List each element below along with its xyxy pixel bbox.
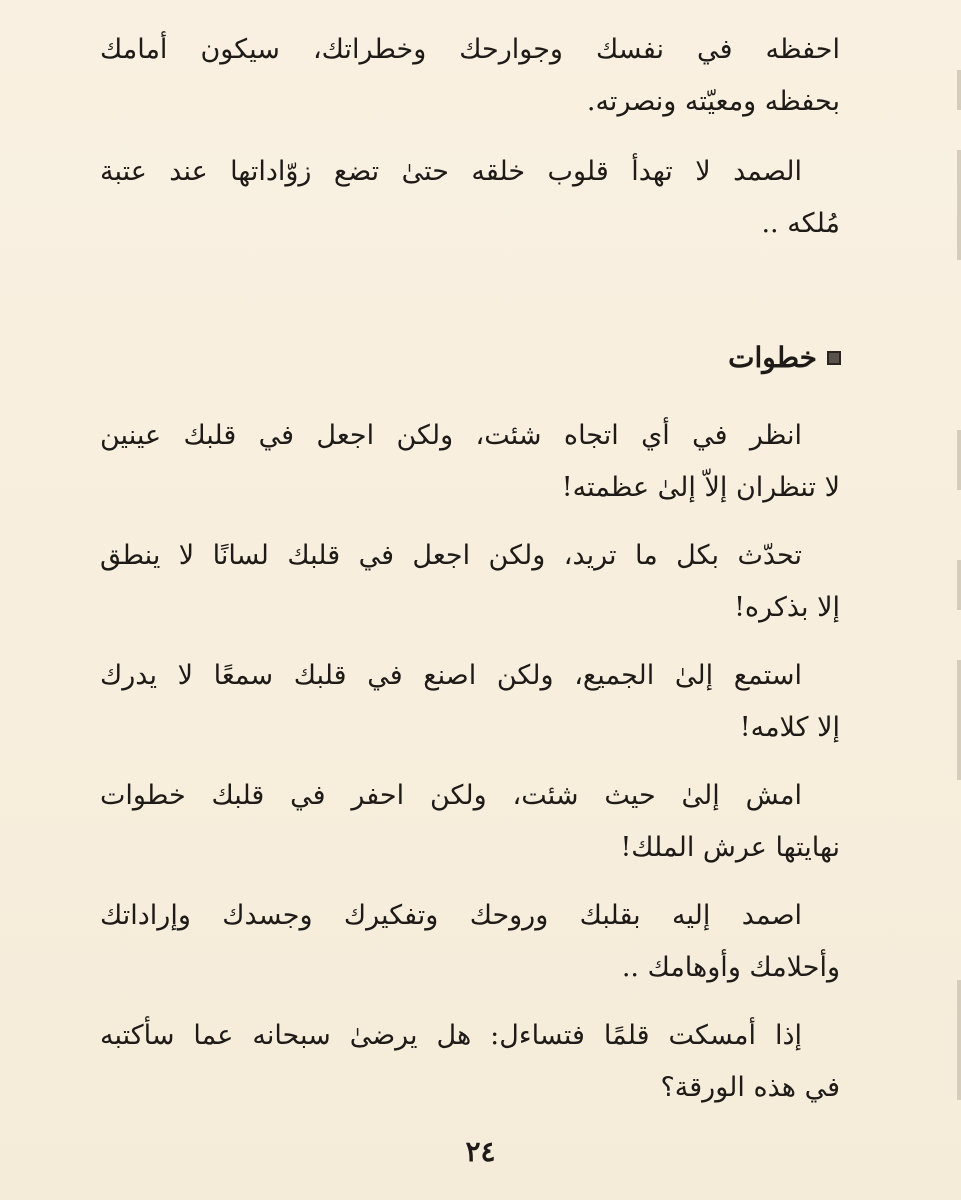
- text-line: إلا كلامه!: [739, 712, 840, 743]
- section-paragraph: [100, 530, 840, 634]
- text-line: امش إلىٰ حيث شئت، ولكن احفر في قلبك خطوات: [100, 780, 802, 811]
- section-paragraph: [100, 890, 840, 994]
- page-edge-mark: [957, 150, 961, 260]
- page-edge-mark: [957, 430, 961, 490]
- text-line: بحفظه ومعيّته ونصرته.: [586, 86, 840, 117]
- text-line: في هذه الورقة؟: [660, 1072, 840, 1103]
- page-edge-mark: [957, 980, 961, 1100]
- text-line: إلا بذكره!: [734, 592, 840, 623]
- text-line: اصمد إليه بقلبك وروحك وتفكيرك وجسدك وإراداتك: [100, 900, 802, 931]
- text-line: مُلكه ..: [761, 208, 840, 239]
- page-edge-mark: [957, 70, 961, 110]
- text-line: وأحلامك وأوهامك ..: [621, 952, 840, 983]
- text-line: تحدّث بكل ما تريد، ولكن اجعل في قلبك لسانًا لا ينطق: [100, 540, 802, 571]
- text-line: إذا أمسكت قلمًا فتساءل: هل يرضىٰ سبحانه عما سأكتبه: [100, 1020, 802, 1051]
- intro-paragraph: [100, 146, 840, 250]
- section-heading-text: خطوات: [728, 341, 817, 374]
- section-paragraph: [100, 410, 840, 514]
- intro-paragraph: [100, 24, 840, 128]
- text-line: الصمد لا تهدأ قلوب خلقه حتىٰ تضع زوّاداتها عند عتبة: [100, 156, 802, 187]
- text-line: لا تنظران إلاّ إلىٰ عظمته!: [561, 472, 840, 503]
- text-line: استمع إلىٰ الجميع، ولكن اصنع في قلبك سمعًا لا يدرك: [100, 660, 802, 691]
- text-line: احفظه في نفسك وجوارحك وخطراتك، سيكون أمامك: [100, 34, 840, 65]
- text-line: انظر في أي اتجاه شئت، ولكن اجعل في قلبك عينين: [100, 420, 802, 451]
- section-paragraph: [100, 1010, 840, 1114]
- page-edge-mark: [957, 660, 961, 780]
- section-paragraph: [100, 770, 840, 874]
- section-paragraph: [100, 650, 840, 754]
- text-line: نهايتها عرش الملك!: [620, 832, 840, 863]
- page-number: ٢٤: [465, 1135, 496, 1168]
- square-bullet-icon: [827, 351, 841, 365]
- page-edge-mark: [957, 560, 961, 610]
- section-heading: [728, 341, 841, 374]
